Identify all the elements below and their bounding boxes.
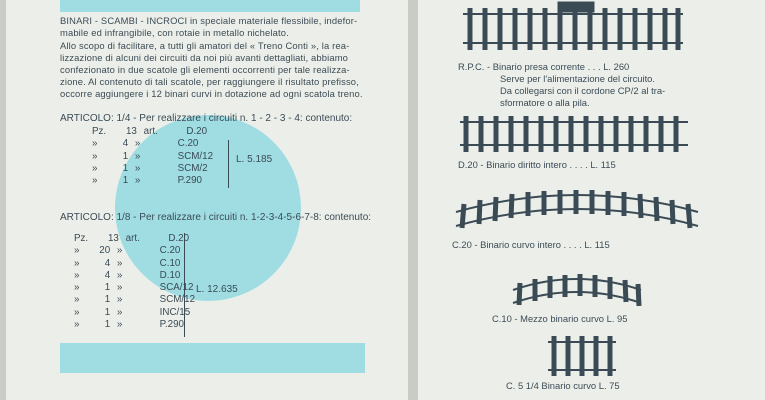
list-item: » 1 » INC/15 bbox=[74, 306, 191, 318]
cyan-footer-band bbox=[60, 343, 365, 373]
cyan-left-strip bbox=[0, 0, 6, 400]
article-1-bracket bbox=[222, 140, 229, 188]
cyan-header-band bbox=[60, 0, 360, 12]
list-item: » 4 » C.20 bbox=[92, 138, 199, 150]
intro-line-3: Allo scopo di facilitare, a tutti gli amatori del « Treno Conti », la rea- bbox=[60, 40, 350, 51]
list-item: » 1 » P.290 bbox=[92, 175, 202, 187]
quarter-curved-track-icon bbox=[546, 334, 618, 380]
list-item: » 4 » D.10 bbox=[74, 269, 181, 281]
c10-caption: C.10 - Mezzo binario curvo L. 95 bbox=[492, 313, 628, 324]
intro-line-4: lizzazione di alcuni dei circuiti da noi più avanti dettagliati, abbiamo bbox=[60, 52, 349, 63]
rpc-caption-line-2: Serve per l'alimentazione del circuito. bbox=[500, 73, 655, 84]
article-2-list bbox=[74, 233, 195, 331]
article-1-price: L. 5.185 bbox=[236, 154, 273, 165]
d20-caption: D.20 - Binario diritto intero . . . . L. 115 bbox=[458, 159, 616, 170]
intro-line-7: occorre aggiungere i 12 binari curvi in dotazione ad ogni scatola treno. bbox=[60, 88, 363, 99]
list-item: » 1 » SCM/2 bbox=[92, 162, 208, 174]
intro-line-5: confezionato in due scatole gli elementi occorrenti per tale realizza- bbox=[60, 64, 350, 75]
article-1-list bbox=[92, 126, 213, 187]
list-item: » 20 » C.20 bbox=[74, 245, 181, 257]
intro-line-1: BINARI - SCAMBI - INCROCI in speciale materiale flessibile, indefor- bbox=[60, 15, 358, 26]
page-gutter bbox=[408, 0, 418, 400]
list-item: » 1 » SCA/12 bbox=[74, 282, 194, 294]
article-2-bracket bbox=[178, 233, 185, 337]
list-item: » 1 » SCM/12 bbox=[92, 150, 214, 162]
rpc-caption-line-4: sformatore o alla pila. bbox=[500, 97, 590, 108]
list-item: » 1 » P.290 bbox=[74, 319, 184, 331]
straight-track-icon bbox=[458, 114, 690, 154]
rpc-caption-line-3: Da collegarsi con il cordone CP/2 al tra- bbox=[500, 85, 666, 96]
article-2-price: L. 12.635 bbox=[196, 284, 238, 295]
rpc-caption-line-1: R.P.C. - Binario presa corrente . . . L. 260 bbox=[458, 61, 630, 72]
rpc-track-icon bbox=[458, 0, 688, 58]
list-item: » 4 » C.10 bbox=[74, 257, 181, 269]
intro-line-6: zione. Al contenuto di tali scatole, per raggiungere il risultato prefisso, bbox=[60, 76, 359, 87]
article-1-heading: ARTICOLO: 1/4 - Per realizzare i circuiti n. 1 - 2 - 3 - 4: contenuto: bbox=[60, 113, 353, 124]
curved-track-icon bbox=[452, 182, 702, 230]
c20-caption: C.20 - Binario curvo intero . . . . L. 115 bbox=[452, 239, 610, 250]
right-page bbox=[418, 0, 765, 400]
list-item: Pz. 13 art. D.20 bbox=[92, 126, 208, 137]
list-item: Pz. 13 art. D.20 bbox=[74, 233, 190, 244]
article-2-heading: ARTICOLO: 1/8 - Per realizzare i circuiti n. 1-2-3-4-5-6-7-8: contenuto: bbox=[60, 212, 372, 223]
c5-caption: C. 5 1/4 Binario curvo L. 75 bbox=[506, 380, 620, 391]
list-item: » 1 » SCM/12 bbox=[74, 294, 196, 306]
intro-line-2: mabile ed infrangibile, con rotaie in metallo nichelato. bbox=[60, 27, 289, 38]
half-curved-track-icon bbox=[510, 266, 644, 306]
